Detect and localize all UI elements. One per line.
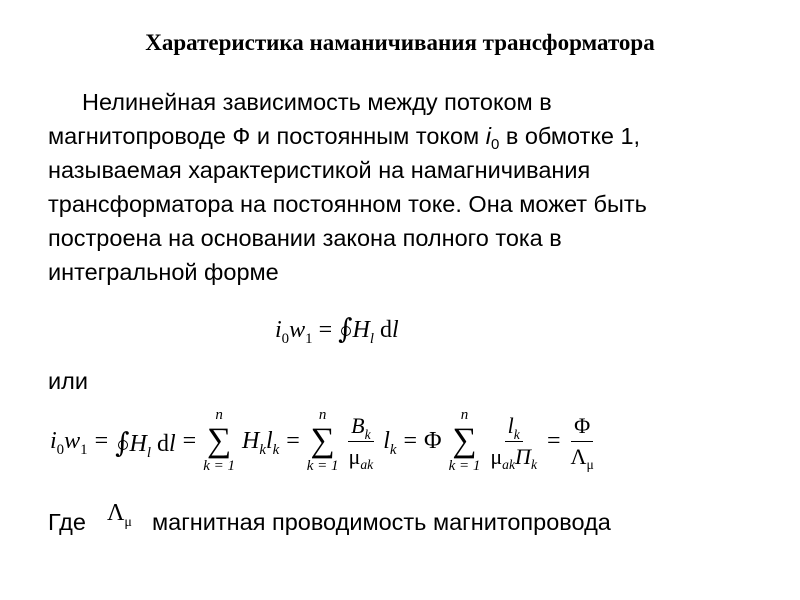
eq1-l: l [391,317,399,343]
sum-3-upper: n [460,407,469,423]
eq2-sum-1 [203,408,235,474]
equation-magnetic-circuit [50,398,775,484]
sum-1-lower: k = 1 [203,458,235,474]
permeance-lambda: Λ [107,500,125,526]
eq1-current: i [275,317,282,343]
sum-2-sigma: ∑ [310,422,335,459]
frac-2-denominator [487,442,540,473]
where-label: Где [48,509,86,535]
frac-2-mu-sub: ak [502,457,516,473]
frac-2-P: П [515,443,531,469]
eq2-turns: w [64,427,81,454]
eq2-sum-2 [307,408,339,474]
eq2-fraction-2 [487,413,540,473]
eq2-equals-5: = [547,427,561,454]
frac-2-l: l [507,413,514,439]
eq2-integral-term [115,425,176,461]
paragraph-line-6: интегральной форме [48,259,279,285]
eq1-field: H [352,317,370,343]
eq2-lhs [50,427,88,458]
eq2-term-1 [241,427,280,458]
permeance-lambda-sub: μ [124,515,132,530]
eq1-contour-integral: ∫ [338,312,353,345]
permeance-definition: магнитная проводимость магнитопровода [152,509,611,535]
sum-3-sigma: ∑ [452,422,477,459]
eq1-turns: w [289,317,306,343]
frac-3-lambda: Λ [570,443,587,469]
sum-2-upper: n [318,407,327,423]
frac-3-phi: Φ [571,414,593,441]
paragraph-line-2-start: магнитопроводе Ф и постоянным током [48,123,486,149]
eq2-Hk-sub: k [259,441,266,458]
eq2-equals-4: = [403,427,418,454]
frac-1-denominator [346,442,377,473]
eq2-term-2 [383,427,397,458]
eq2-fraction-3 [568,413,597,473]
frac-1-numerator [348,414,374,441]
equation-full-current-law [275,311,399,350]
frac-1-B-sub: k [364,427,371,443]
frac-2-numerator [505,414,523,441]
sum-3-lower: k = 1 [448,458,481,474]
eq2-equals-2: = [182,427,197,454]
current-symbol-subscript: 0 [490,136,500,153]
frac-3-denominator [568,442,597,473]
eq2-d: d [156,430,169,457]
slide-title: Харатеристика наманичивания трансформатора [145,30,655,55]
paragraph-line-5: построена на основании закона полного тока в [48,225,562,251]
eq2-lk: l [265,427,273,454]
frac-3-lambda-sub: μ [586,457,594,473]
eq2-l: l [168,430,176,457]
eq2-lk-2-sub: k [389,441,397,458]
eq2-field-sub: l [146,444,151,461]
frac-2-mu: μ [490,443,503,469]
frac-1-B: B [351,413,365,439]
frac-2-l-sub: k [513,427,520,443]
eq2-sum-3 [449,408,481,474]
or-label: или [48,368,88,394]
eq2-contour-integral: ∫ [115,425,130,459]
eq1-field-sub: l [369,331,374,348]
eq2-lk-sub: k [272,441,280,458]
sum-1-upper: n [215,407,223,423]
eq1-equals: = [318,317,333,343]
eq1-d: d [379,317,392,343]
frac-1-mu: μ [348,443,361,469]
paragraph-line-1: Нелинейная зависимость между потоком в [82,89,552,115]
eq2-phi: Φ [424,427,442,454]
eq2-Hk: H [241,427,260,454]
eq1-current-sub: 0 [281,331,290,348]
eq2-current-sub: 0 [56,441,65,458]
sum-1-sigma: ∑ [206,422,232,459]
paragraph-line-2-end: в обмотке 1, [499,123,641,149]
eq1-turns-sub: 1 [305,331,313,348]
paragraph-line-3: называемая характеристикой на намагничивания [48,157,591,183]
paragraph-line-2 [48,121,640,155]
eq2-field: H [129,430,147,457]
frac-2-P-sub: k [530,457,537,473]
frac-1-mu-sub: ak [360,457,374,473]
current-symbol: i [485,123,491,149]
eq2-fraction-1 [346,413,377,473]
permeance-symbol [107,498,132,532]
eq2-equals-1: = [94,427,109,454]
eq2-current: i [50,427,57,454]
eq2-lk-2: l [383,427,390,454]
paragraph-line-4: трансформатора на постоянном токе. Она может быть [48,191,647,217]
eq2-equals-3: = [286,427,300,454]
eq2-turns-sub: 1 [80,441,88,458]
sum-2-lower: k = 1 [306,458,339,474]
